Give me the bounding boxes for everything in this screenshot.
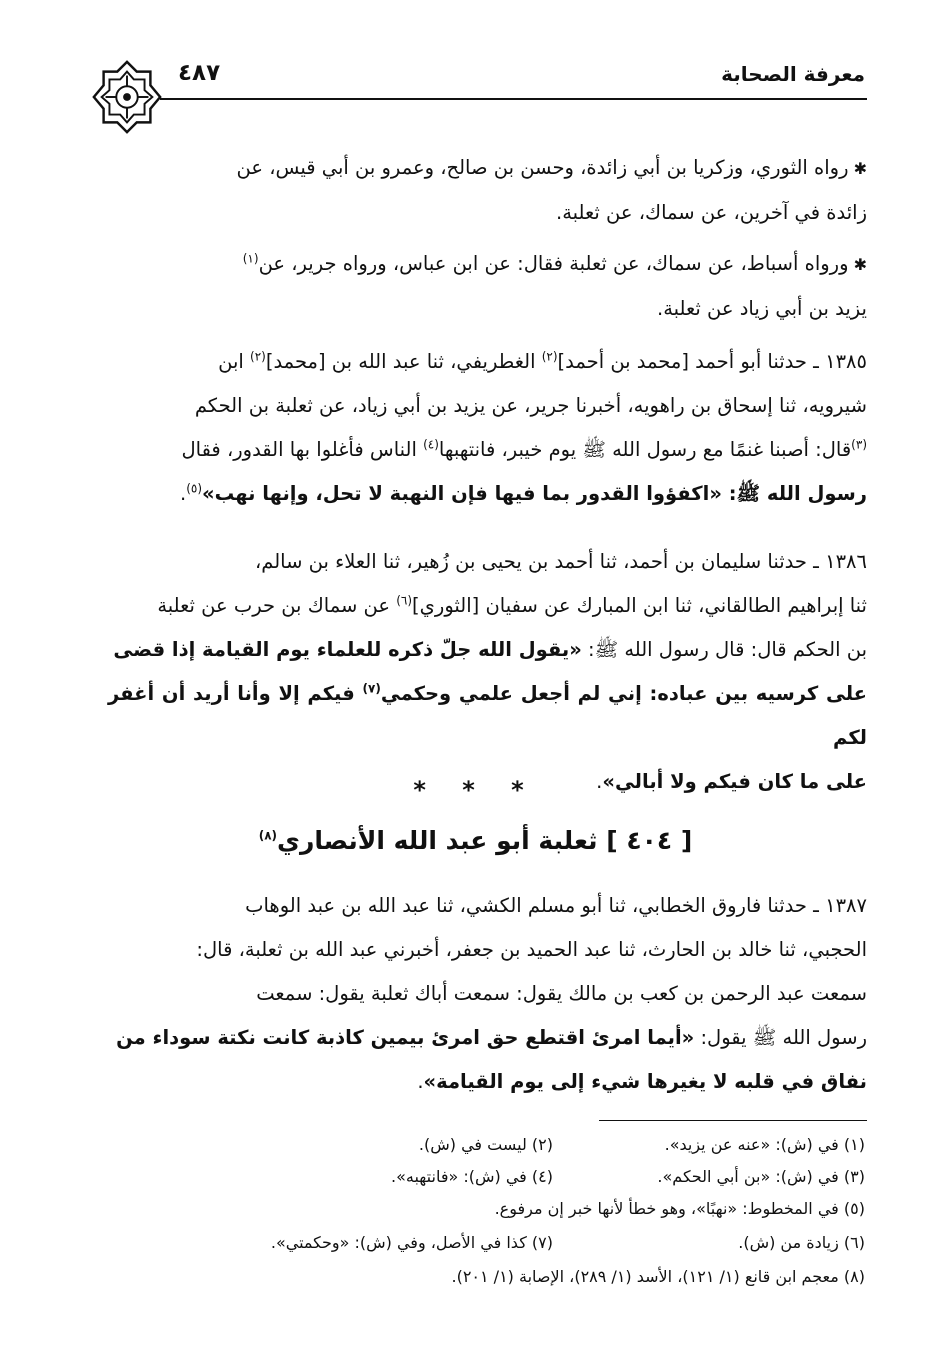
hadith-1387	[108, 884, 867, 1104]
hadith-1385	[108, 340, 867, 516]
footnote-6: (٦) زيادة من (ش).	[738, 1233, 865, 1252]
footnote-ref: (٢)	[541, 349, 558, 364]
text-line: على كرسيه بين عباده: إني لم أجعل علمي وحكمي$^{(٧)}$ فيكم إلا وأنا أريد أن أغفر لكم	[108, 681, 867, 749]
asterisk-icon: ✱	[848, 159, 867, 178]
octagon-ornament-icon	[88, 58, 166, 136]
footnote-8: (٨) معجم ابن قانع (١/ ١٢١)، الأسد (١/ ٢٨٩)، الإصابة (١/ ٢٠١).	[451, 1267, 865, 1286]
footnote-ref: (٦)	[396, 593, 413, 608]
text-line: ✱ ورواه أسباط، عن سماك، عن ثعلبة فقال: عن ابن عباس، ورواه جرير، عن$^{(١)}$	[242, 251, 867, 275]
text-line: رسول الله ﷺ يقول: «أيما امرئ اقتطع حق امرئ بيمين كاذبة كانت نكتة سوداء من	[116, 1026, 867, 1049]
paragraph-narrations-2	[108, 242, 867, 331]
section-heading: [ ٤٠٤ ] ثعلبة أبو عبد الله الأنصاري$^{(٨)}$	[258, 826, 693, 855]
footnote-ref: (٧)	[362, 681, 381, 696]
text-line: ✱ رواه الثوري، وزكريا بن أبي زائدة، وحسن بن صالح، وعمرو بن أبي قيس، عن	[236, 156, 867, 179]
footnote-ref: (٤)	[423, 437, 439, 452]
footnote-ref: (٢)	[250, 349, 266, 364]
footnote-7: (٧) كذا في الأصل، وفي (ش): «وحكمتي».	[270, 1233, 553, 1252]
text-line: رسول الله ﷺ: «اكفؤوا القدور بما فيها فإن النهبة لا تحل، وإنها نهب»$^{(٥)}$.	[180, 481, 867, 505]
text-line: ١٣٨٧ ـ حدثنا فاروق الخطابي، ثنا أبو مسلم الكشي، ثنا عبد الله بن عبد الوهاب	[245, 894, 867, 917]
footnote-2: (٢) ليست في (ش).	[418, 1135, 553, 1154]
footnote-rule	[599, 1120, 867, 1121]
footnote-ref: (٣)	[851, 437, 867, 452]
footnote-3: (٣) في (ش): «بن أبي الحكم».	[657, 1167, 865, 1186]
text-line: ١٣٨٥ ـ حدثنا أبو أحمد [محمد بن أحمد]$^{(٢)}$ الغطريفي، ثنا عبد الله بن [محمد]$^{(٢)}$ ابن	[218, 349, 867, 373]
footnote-4: (٤) في (ش): «فانتهبه».	[391, 1167, 553, 1186]
paragraph-narrations-1	[108, 146, 867, 235]
text-line: بن الحكم قال: قال رسول الله ﷺ: «يقول الله جلّ ذكره للعلماء يوم القيامة إذا قضى	[113, 638, 867, 661]
text-line: يزيد بن أبي زياد عن ثعلبة.	[657, 297, 867, 320]
running-title: معرفة الصحابة	[721, 62, 865, 86]
text-line: زائدة في آخرين، عن سماك، عن ثعلبة.	[556, 201, 867, 224]
page-number: ٤٨٧	[178, 60, 221, 86]
text-line: شيرويه، ثنا إسحاق بن راهويه، أخبرنا جرير، عن يزيد بن أبي زياد، عن ثعلبة بن الحكم	[194, 394, 867, 417]
text-line: الحجبي، ثنا خالد بن الحارث، ثنا عبد الحميد بن جعفر، أخبرني عبد الله بن ثعلبة، قال:	[196, 938, 867, 961]
footnote-ref: (٨)	[258, 828, 278, 843]
text-line: $^{(٣)}$قال: أصبنا غنمًا مع رسول الله ﷺ يوم خيبر، فانتهبها$^{(٤)}$ الناس فأغلوا بها القدور، فقال	[181, 437, 867, 461]
footnote-ref: (٥)	[186, 481, 203, 496]
text-line: على ما كان فيكم ولا أبالي».	[596, 770, 867, 793]
footnote-ref: (١)	[242, 251, 259, 266]
footnote-5: (٥) في المخطوط: «نهبًا»، وهو خطأ لأنها خبر إن مرفوع.	[494, 1199, 865, 1218]
text-line: سمعت عبد الرحمن بن كعب بن مالك يقول: سمعت أباك ثعلبة يقول: سمعت	[256, 982, 867, 1005]
text-line: ثنا إبراهيم الطالقاني، ثنا ابن المبارك عن سفيان [الثوري]$^{(٦)}$ عن سماك بن حرب عن ثعلبة	[157, 593, 867, 617]
hadith-1386	[108, 540, 867, 804]
text-line: ١٣٨٦ ـ حدثنا سليمان بن أحمد، ثنا أحمد بن يحيى بن زُهير، ثنا العلاء بن سالم،	[254, 550, 867, 573]
footnote-1: (١) في (ش): «عنه عن يزيد».	[664, 1135, 865, 1154]
asterism-separator: * * *	[413, 776, 538, 804]
header-rule	[160, 98, 867, 100]
asterisk-icon: ✱	[848, 255, 867, 274]
text-line: نفاق في قلبه لا يغيرها شيء إلى يوم القيامة».	[417, 1070, 867, 1093]
